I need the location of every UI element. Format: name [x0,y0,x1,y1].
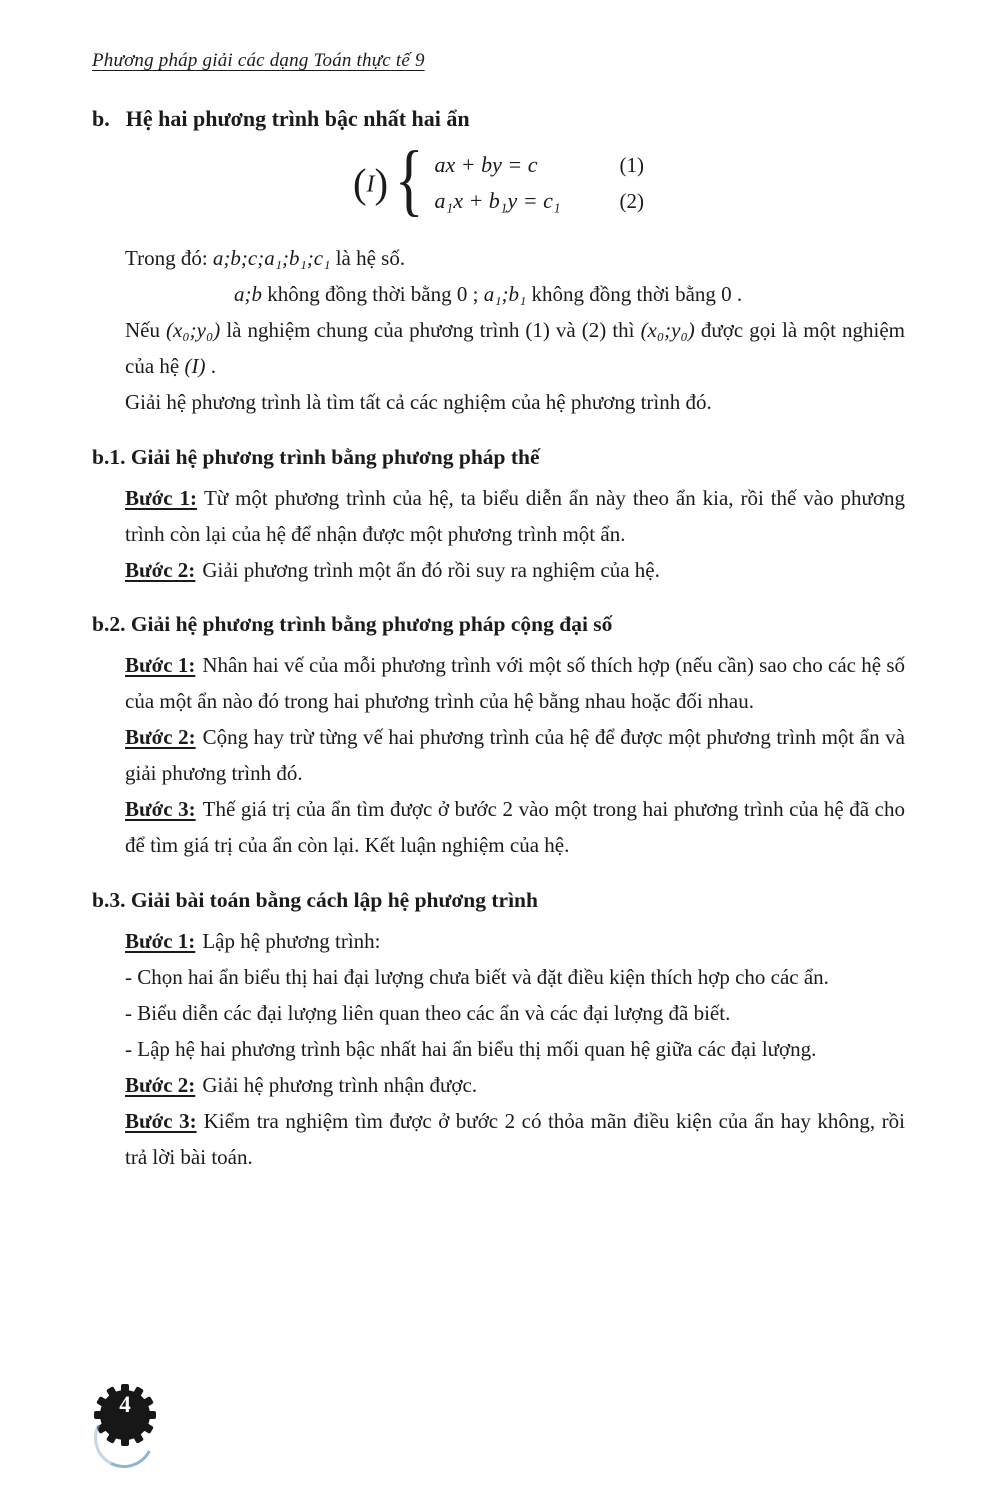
equation-system [352,136,645,224]
b3-bullet-1: - Chọn hai ẩn biểu thị hai đại lượng chưa biết và đặt điều kiện thích hợp cho các ẩn. [125,964,829,989]
b3-step-2 [125,1067,905,1103]
math-inline: a₁;b₁ [483,282,527,307]
step-text: Nhân hai vế của mỗi phương trình với một số thích hợp (nếu cần) sao cho các hệ số của một ẩn nào đó trong hai phương trình của hệ bằng nhau hoặc đối nhau. [125,652,905,713]
section-b1-heading: b.1. Giải hệ phương trình bằng phương pháp thế [92,444,540,469]
section-b-label: b. [92,106,110,131]
system-label [353,160,388,207]
b3-bullet-3: - Lập hệ hai phương trình bậc nhất hai ẩn biểu thị mối quan hệ giữa các đại lượng. [125,1036,817,1061]
math-inline: a;b [234,282,262,307]
text-run: là hệ số. [330,246,406,270]
text-run: thì [606,318,641,343]
text-run: không đồng thời bằng 0 . [526,282,743,307]
system-brace: { [394,136,424,224]
text-run: Nếu [125,318,167,343]
text-run: ) [374,160,389,206]
step-label: Bước 3: [125,797,196,822]
step-label: Bước 1: [125,485,197,510]
b2-step-1 [125,647,905,719]
step-label: Bước 1: [125,652,196,677]
solve-definition-paragraph: Giải hệ phương trình là tìm tất cả các nghiệm của hệ phương trình đó. [125,390,712,415]
equation-1: ax + by = c [434,152,538,177]
math-inline: a;b;c;a₁;b₁;c₁ [212,246,331,270]
text-run: (1) [525,318,550,343]
math-inline: (x₀;y₀) [640,318,695,343]
step-text: Từ một phương trình của hệ, ta biểu diễn ẩn này theo ẩn kia, rồi thế vào phương trình còn lại của hệ để nhận được một phương trình một ẩn. [125,485,905,546]
section-b3-heading: b.3. Giải bài toán bằng cách lập hệ phương trình [92,887,538,912]
equation-2: a₁x + b₁y = c₁ [434,188,561,213]
equation-1-number: (1) [619,152,645,177]
text-run: không đồng thời bằng 0 ; [262,282,484,307]
coefficients-paragraph [125,240,905,276]
math-inline: I [366,170,375,197]
b3-bullet-2: - Biểu diễn các đại lượng liên quan theo các ẩn và các đại lượng đã biết. [125,1000,731,1025]
b1-step-1 [125,480,905,552]
step-text: Lập hệ phương trình: [202,928,381,953]
page-number-badge [92,1382,166,1468]
step-label: Bước 2: [125,1072,196,1097]
text-run: . [205,354,216,379]
b2-step-2 [125,719,905,791]
text-run: ( [352,160,367,206]
text-run: và [549,318,582,343]
equation-2-number: (2) [619,188,645,213]
equation-grid [435,152,645,214]
solution-definition-paragraph [125,312,905,384]
step-label: Bước 1: [125,928,196,953]
step-text: Cộng hay trừ từng vế hai phương trình của hệ để được một phương trình một ẩn và giải phương trình đó. [125,725,905,786]
section-b-title: Hệ hai phương trình bậc nhất hai ẩn [125,106,470,131]
step-label: Bước 2: [125,557,196,582]
b1-step-2 [125,552,905,588]
step-text: Giải phương trình một ẩn đó rồi suy ra nghiệm của hệ. [202,557,660,582]
b2-step-3 [125,791,905,863]
b3-step-3 [125,1103,905,1175]
section-b2-heading: b.2. Giải hệ phương trình bằng phương pháp cộng đại số [92,611,613,636]
step-text: Thế giá trị của ẩn tìm được ở bước 2 vào một trong hai phương trình của hệ đã cho để tìm giá trị của ẩn còn lại. Kết luận nghiệm của hệ. [125,797,905,858]
math-inline: (x₀;y₀) [166,318,221,343]
text-run: được gọi là một nghiệm của hệ [125,318,905,379]
condition-paragraph [234,276,905,312]
step-label: Bước 2: [125,725,196,750]
text-run: Trong đó: [125,246,213,270]
b3-step-1 [125,923,905,959]
text-run: là nghiệm chung của phương trình [220,318,526,343]
step-text: Giải hệ phương trình nhận được. [202,1072,478,1097]
step-text: Kiểm tra nghiệm tìm được ở bước 2 có thỏa mãn điều kiện của ẩn hay không, rồi trả lời bài toán. [125,1109,905,1170]
page-header: Phương pháp giải các dạng Toán thực tế 9 [92,50,425,71]
section-b-heading [92,106,905,132]
step-label: Bước 3: [125,1109,197,1134]
math-inline: (I) [184,354,206,379]
page-number: 4 [119,1392,131,1417]
text-run: (2) [581,318,607,343]
